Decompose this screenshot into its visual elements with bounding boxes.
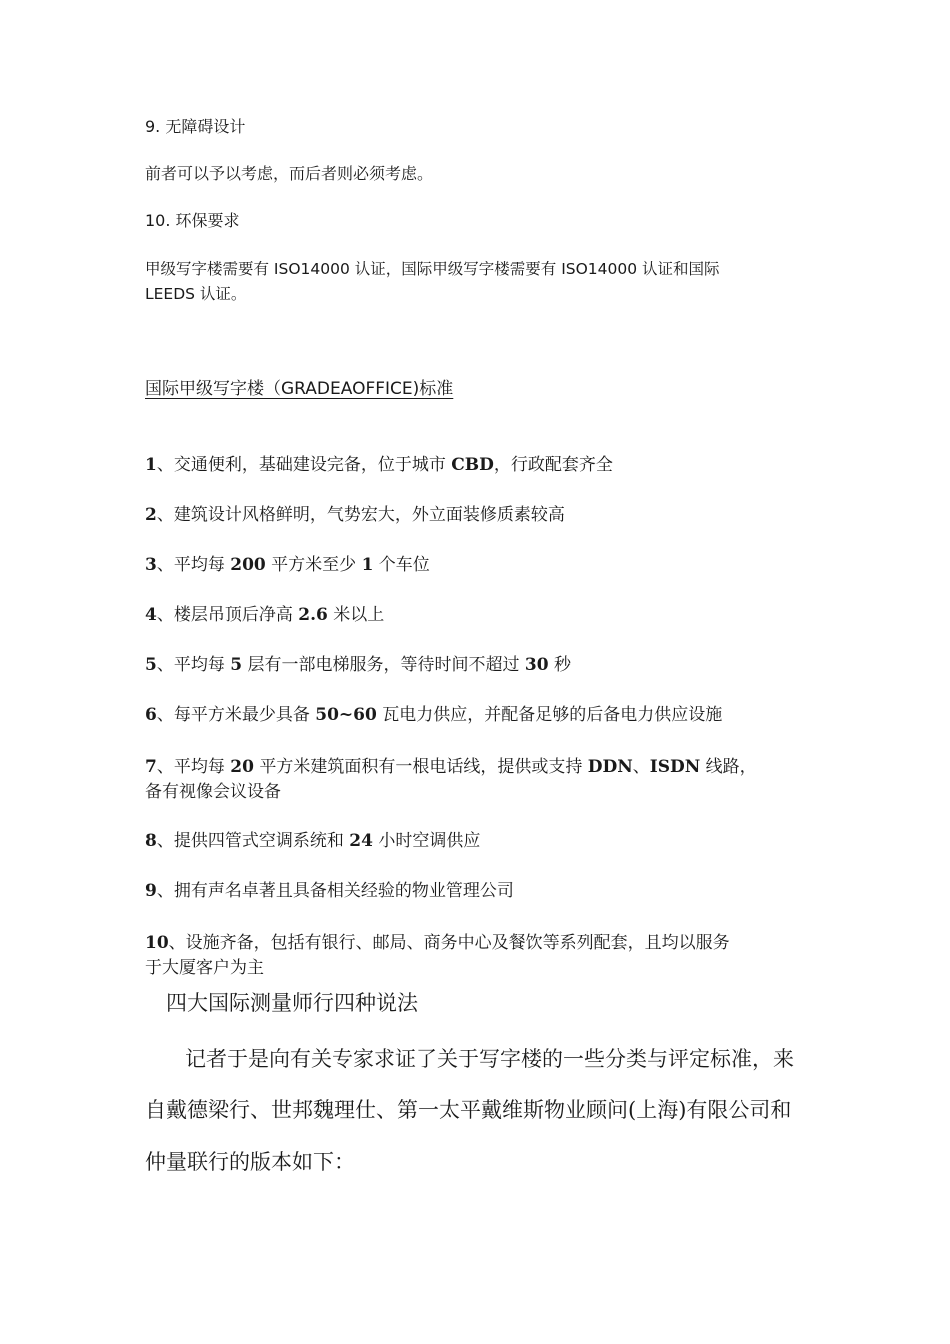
standard-item-text: 个车位	[373, 555, 430, 575]
standard-item-text: 、建筑设计风格鲜明，气势宏大，外立面装修质素较高	[156, 505, 565, 525]
standard-item-number: 3	[145, 555, 157, 575]
standard-item-text: 、平均每	[156, 757, 231, 777]
item10-text-line1: 甲级写字楼需要有 ISO14000 认证，国际甲级写字楼需要有 ISO14000 认证和国际	[145, 260, 720, 278]
standard-item-text: 、交通便利，基础建设完备，位于城市	[156, 455, 452, 475]
item9-title: 9. 无障碍设计	[145, 117, 246, 136]
standard-item-text: 、平均每	[156, 655, 231, 675]
standard-item-text: 、平均每	[156, 555, 231, 575]
section-title: 四大国际测量师行四种说法	[166, 991, 418, 1015]
standard-item-3	[145, 554, 430, 576]
standard-item-text: 、提供四管式空调系统和	[156, 831, 350, 851]
standard-item-10	[145, 932, 730, 954]
paragraph-line-3: 仲量联行的版本如下：	[145, 1150, 355, 1174]
standard-item-value: 50~60	[315, 705, 377, 725]
standard-item-number: 10	[145, 933, 169, 953]
standard-item-6	[145, 704, 722, 726]
standard-item-value: 24	[349, 831, 373, 851]
standard-item-number: 2	[145, 505, 157, 525]
standard-item-number: 5	[145, 655, 157, 675]
standard-item-text: 小时空调供应	[372, 831, 481, 851]
standard-item-value: 20	[230, 757, 254, 777]
standard-item-value: 2.6	[298, 605, 328, 625]
standard-item-text: 、拥有声名卓著且具备相关经验的物业管理公司	[156, 881, 514, 901]
standard-item-text: 、楼层吊顶后净高	[156, 605, 299, 625]
standard-item-number: 8	[145, 831, 157, 851]
standard-item-text: 层有一部电梯服务，等待时间不超过	[242, 655, 525, 675]
standard-item-number: 1	[145, 455, 157, 475]
standard-item-text: 线路，	[700, 757, 757, 777]
standard-item-4	[145, 604, 384, 626]
item10-title: 10. 环保要求	[145, 211, 240, 230]
standard-item-1	[145, 454, 613, 476]
standard-item-7-continuation: 备有视像会议设备	[145, 782, 281, 802]
standard-item-10-continuation: 于大厦客户为主	[145, 958, 264, 978]
standard-item-value: DDN	[587, 757, 633, 777]
standard-item-value: 1	[361, 555, 374, 575]
standard-item-7	[145, 756, 757, 778]
standard-item-value: CBD	[451, 455, 494, 475]
standard-item-text: 秒	[548, 655, 571, 675]
standard-item-number: 7	[145, 757, 157, 777]
standard-item-number: 6	[145, 705, 157, 725]
item9-text: 前者可以予以考虑，而后者则必须考虑。	[145, 164, 434, 183]
standard-item-text: 、设施齐备，包括有银行、邮局、商务中心及餐饮等系列配套，且均以服务	[168, 933, 730, 953]
standard-item-value: 200	[230, 555, 266, 575]
paragraph-line-2: 自戴德梁行、世邦魏理仕、第一太平戴维斯物业顾问(上海)有限公司和	[145, 1098, 792, 1122]
standard-item-9	[145, 880, 514, 902]
standard-item-value: 5	[230, 655, 243, 675]
standard-item-8	[145, 830, 480, 852]
standard-item-value: 30	[524, 655, 549, 675]
standard-item-text: 平方米至少	[265, 555, 362, 575]
standard-item-5	[145, 654, 571, 676]
standard-item-text: 平方米建筑面积有一根电话线，提供或支持	[253, 757, 588, 777]
standard-item-value: ISDN	[649, 757, 701, 777]
standard-item-text: ，行政配套齐全	[493, 455, 613, 475]
item10-text-line2: LEEDS 认证。	[145, 285, 247, 303]
paragraph-line-1: 记者于是向有关专家求证了关于写字楼的一些分类与评定标准，来	[185, 1047, 794, 1071]
section-heading: 国际甲级写字楼（GRADEAOFFICE)标准	[145, 379, 454, 399]
standard-item-number: 9	[145, 881, 157, 901]
standard-item-text: 瓦电力供应，并配备足够的后备电力供应设施	[376, 705, 723, 725]
standard-item-2	[145, 504, 565, 526]
standard-item-text: 米以上	[327, 605, 385, 625]
standard-item-text: 、	[632, 757, 650, 777]
standard-item-text: 、每平方米最少具备	[156, 705, 316, 725]
standard-item-number: 4	[145, 605, 157, 625]
